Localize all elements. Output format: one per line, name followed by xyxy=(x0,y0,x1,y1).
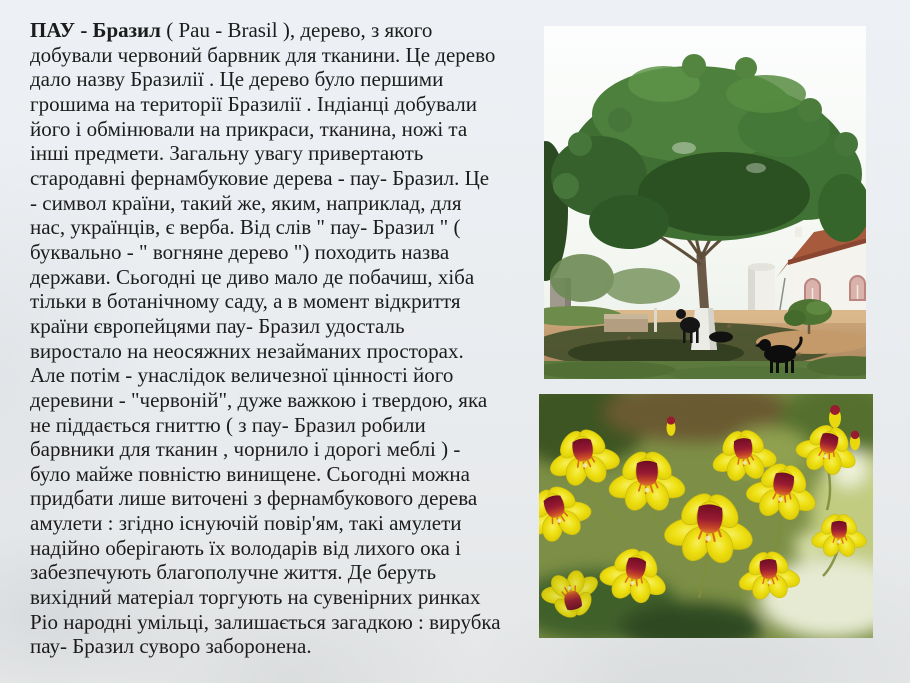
text-line: надійно оберігають їх володарів від лихого ока і xyxy=(30,535,461,560)
background-bush xyxy=(604,268,680,304)
text-line: стародавні фернамбуковие дерева - пау- Бразил. Це xyxy=(30,165,490,190)
article-lead-rest: ( Pau - Brasil ), дерево, з якого xyxy=(160,18,433,42)
article-text xyxy=(30,18,545,659)
flowers-photo-illustration xyxy=(539,394,873,638)
text-line: - символ країни, такий же, яким, наприклад, для xyxy=(30,190,462,215)
text-line: добували червоний барвник для тканини. Це дерево xyxy=(30,42,496,67)
flowers-photo xyxy=(539,394,873,638)
text-line: нас, українців, є верба. Від слів " пау- Бразил " ( xyxy=(30,215,461,240)
text-line: грошима на території Бразилії . Індіанці добували xyxy=(30,91,477,116)
background-bush xyxy=(550,254,614,302)
tree-photo xyxy=(544,26,866,379)
article-lines xyxy=(30,43,545,659)
text-line: його і обмінювали на прикраси, тканина, ножі та xyxy=(30,116,468,141)
text-line-first xyxy=(30,18,545,43)
text-line: пау- Бразил суворо заборонена. xyxy=(30,634,312,659)
text-line: виростало на неосяжних незайманих просторах. xyxy=(30,338,464,363)
text-line: забезпечують благополучне життя. Де беруть xyxy=(30,560,437,585)
text-line: інші предмети. Загальну увагу привертають xyxy=(30,141,424,166)
text-line: амулети : згідно існуючій повір'ям, такі амулети xyxy=(30,511,462,536)
text-line: Ріо народні умільці, залишається загадкою : вирубка xyxy=(30,609,501,634)
text-line: тільки в ботанічному саду, а в момент відкриття xyxy=(30,289,461,314)
dog-lying xyxy=(709,332,733,343)
article-lead-bold: ПАУ - Бразил xyxy=(30,18,161,42)
text-line: буквально - " вогняне дерево ") походить назва xyxy=(30,239,450,264)
text-line: не піддається гниттю ( з пау- Бразил робили xyxy=(30,412,426,437)
concrete-trough-top xyxy=(604,314,648,319)
text-line: деревини - "червоній", дуже важкою і твердою, яка xyxy=(30,387,488,412)
text-line: вихідний матеріал торгують на сувенірних ринках xyxy=(30,585,481,610)
text-line: було майже повністю винищене. Сьогодні можна xyxy=(30,461,470,486)
text-line: Але потім - унаслідок величезної цінності його xyxy=(30,363,454,388)
text-line: барвники для тканин , чорнило і дорогі меблі ) - xyxy=(30,437,461,462)
tree-photo-illustration xyxy=(544,26,866,379)
text-line: країни європейцями пау- Бразил удосталь xyxy=(30,313,405,338)
text-line: держави. Сьогодні це диво мало де побачиш, хіба xyxy=(30,264,475,289)
text-line: дало назву Бразилії . Це дерево було першими xyxy=(30,67,444,92)
fence-post xyxy=(654,308,657,332)
chimney xyxy=(795,227,802,237)
text-line: придбати лише виточені з фернамбукового дерева xyxy=(30,486,478,511)
